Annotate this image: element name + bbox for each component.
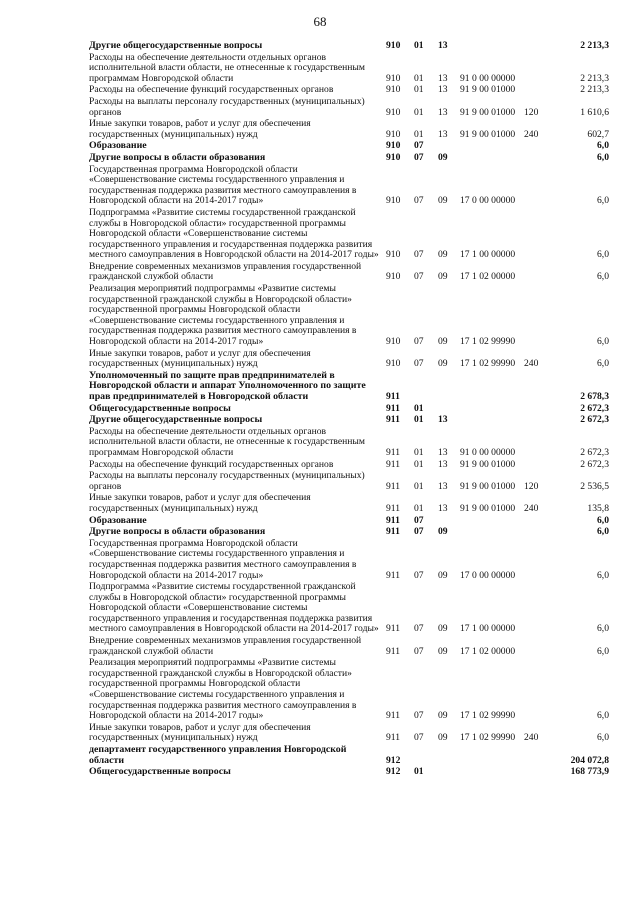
- row-sum: 1 610,6: [580, 106, 609, 118]
- row-ministry-code: 911: [386, 526, 400, 538]
- row-section-code: 01: [414, 480, 424, 492]
- row-subsection-code: 13: [438, 480, 448, 492]
- row-target-article: 91 9 00 01000: [460, 458, 516, 470]
- row-section-code: 07: [414, 140, 424, 152]
- row-target-article: 91 9 00 01000: [460, 84, 516, 96]
- row-expense-type: [524, 85, 548, 97]
- row-section-code: 07: [414, 195, 424, 207]
- table-row: [89, 527, 609, 539]
- row-ministry-code: 910: [386, 249, 401, 261]
- table-row: [89, 745, 609, 767]
- row-expense-type: 240: [524, 732, 539, 744]
- row-expense-type: [524, 165, 548, 208]
- table-row: [89, 539, 609, 582]
- table-row: [89, 371, 609, 404]
- row-target-article: 17 1 02 99990: [460, 336, 516, 348]
- row-subsection-code: 13: [438, 84, 448, 96]
- table-row: [89, 427, 609, 460]
- row-name: Другие общегосударственные вопросы: [89, 414, 263, 426]
- row-expense-type: [524, 527, 548, 539]
- row-subsection-code: 09: [438, 710, 448, 722]
- row-target-article: 91 9 00 01000: [460, 128, 516, 140]
- row-name: Расходы на обеспечение деятельности отдельных органов исполнительной власти области, не отнесенные к государственным программам Новгородской области: [89, 425, 365, 458]
- row-target-article: [460, 527, 524, 539]
- row-name: Расходы на выплаты персоналу государственных (муниципальных) органов: [89, 470, 365, 492]
- row-expense-type: [524, 284, 548, 349]
- page-number: 68: [313, 14, 327, 29]
- row-sum: 2 536,5: [580, 480, 609, 492]
- row-section-code: 07: [414, 732, 424, 744]
- row-expense-type: [524, 153, 548, 165]
- row-expense-type: [524, 539, 548, 582]
- row-name: Внедрение современных механизмов управления государственной гражданской службой области: [89, 260, 362, 283]
- row-subsection-code: 13: [438, 502, 448, 514]
- row-section-code: 01: [414, 402, 424, 414]
- row-subsection-code: 09: [438, 732, 448, 744]
- row-section-code: 07: [414, 710, 424, 722]
- row-name: Расходы на обеспечение функций государственных органов: [89, 458, 334, 470]
- row-name: Реализация мероприятий подпрограммы «Развитие системы государственной гражданской службы в Новгородской области» государственной программы Новгородской области «Совершенствование системы государственного управления и государственная поддержка развития местного самоуправления в Новгородской области на 2014-2017 годы»: [89, 283, 357, 348]
- row-subsection-code: 13: [438, 40, 448, 51]
- row-section-code: 07: [414, 358, 424, 370]
- row-sum: 6,0: [597, 358, 609, 370]
- row-target-article: 17 1 02 00000: [460, 645, 516, 657]
- row-expense-type: [524, 658, 548, 723]
- row-target-article: 17 1 02 00000: [460, 271, 516, 283]
- row-sum: 2 213,3: [580, 72, 609, 84]
- row-ministry-code: 911: [386, 402, 400, 414]
- row-subsection-code: [438, 767, 460, 779]
- row-section-code: 01: [414, 84, 424, 96]
- row-target-article: 17 1 00 00000: [460, 623, 516, 635]
- table-row: [89, 284, 609, 349]
- row-name: Иные закупки товаров, работ и услуг для обеспечения государственных (муниципальных) нужд: [89, 118, 311, 140]
- row-name: Образование: [89, 140, 147, 152]
- row-section-code: 01: [414, 106, 424, 118]
- row-section-code: 01: [414, 446, 424, 458]
- row-name: Уполномоченный по защите прав предпринимателей в Новгородской области и аппарат Уполномоченного по защите прав предпринимателей в Новгородской области: [89, 369, 366, 402]
- row-expense-type: [524, 141, 548, 153]
- row-expense-type: [524, 415, 548, 427]
- row-sum: 602,7: [587, 128, 609, 140]
- table-row: [89, 119, 609, 141]
- row-ministry-code: 910: [386, 195, 401, 207]
- row-sum: 6,0: [597, 336, 609, 348]
- row-ministry-code: 910: [386, 84, 401, 96]
- row-ministry-code: 910: [386, 140, 401, 152]
- row-expense-type: 240: [524, 502, 539, 514]
- table-row: [89, 208, 609, 262]
- row-target-article: 17 1 00 00000: [460, 249, 516, 261]
- row-subsection-code: [438, 745, 460, 767]
- row-target-article: 17 1 02 99990: [460, 358, 516, 370]
- row-sum: 2 213,3: [580, 40, 609, 51]
- row-target-article: 91 9 00 01000: [460, 480, 516, 492]
- row-subsection-code: [438, 371, 460, 404]
- row-section-code: [414, 745, 438, 767]
- row-name: Реализация мероприятий подпрограммы «Развитие системы государственной гражданской службы в Новгородской области» государственной программы Новгородской области «Совершенствование системы государственного управления и государственная поддержка развития местного самоуправления в Новгородской области на 2014-2017 годы»: [89, 657, 357, 722]
- row-section-code: 07: [414, 526, 424, 538]
- row-ministry-code: 910: [386, 336, 401, 348]
- row-subsection-code: 09: [438, 623, 448, 635]
- row-name: Подпрограмма «Развитие системы государственной гражданской службы в Новгородской области» государственной программы Новгородской области «Совершенствование системы государственного управления и государственная поддержка развития местного самоуправления в Новгородской области на 2014-2017 годы»: [89, 581, 379, 635]
- row-name: Другие вопросы в области образования: [89, 526, 266, 538]
- table-row: [89, 153, 609, 165]
- row-section-code: 07: [414, 336, 424, 348]
- row-expense-type: [524, 460, 548, 472]
- row-expense-type: [524, 767, 548, 779]
- row-subsection-code: 09: [438, 526, 448, 538]
- row-subsection-code: 09: [438, 645, 448, 657]
- row-target-article: [460, 415, 524, 427]
- row-expense-type: [524, 427, 548, 460]
- row-name: Другие общегосударственные вопросы: [89, 40, 263, 51]
- row-expense-type: 120: [524, 106, 539, 118]
- row-ministry-code: 911: [386, 446, 401, 458]
- row-ministry-code: 911: [386, 569, 401, 581]
- row-ministry-code: 911: [386, 391, 400, 402]
- table-row: [89, 723, 609, 745]
- row-name: Подпрограмма «Развитие системы государственной гражданской службы в Новгородской области» государственной программы Новгородской области «Совершенствование системы государственного управления и государственная поддержка развития местного самоуправления в Новгородской области на 2014-2017 годы»: [89, 206, 379, 261]
- table-row: [89, 349, 609, 371]
- row-target-article: 17 0 00 00000: [460, 195, 516, 207]
- row-target-article: [460, 153, 524, 165]
- row-section-code: 01: [414, 502, 424, 514]
- table-row: [89, 582, 609, 636]
- row-expense-type: 240: [524, 128, 539, 140]
- row-section-code: 01: [414, 458, 424, 470]
- row-subsection-code: 09: [438, 336, 448, 348]
- row-sum: 6,0: [597, 623, 609, 635]
- row-sum: 135,8: [587, 502, 609, 514]
- row-sum: 6,0: [597, 526, 609, 538]
- budget-table: [89, 41, 609, 779]
- row-ministry-code: 910: [386, 128, 401, 140]
- row-sum: 2 672,3: [580, 446, 609, 458]
- row-subsection-code: 09: [438, 151, 448, 163]
- row-subsection-code: 13: [438, 458, 448, 470]
- row-section-code: 07: [414, 271, 424, 283]
- row-expense-type: [524, 636, 548, 658]
- row-ministry-code: 911: [386, 514, 400, 526]
- row-name: Иные закупки товаров, работ и услуг для обеспечения государственных (муниципальных) нужд: [89, 721, 311, 744]
- row-ministry-code: 911: [386, 480, 401, 492]
- row-expense-type: 240: [524, 358, 539, 370]
- row-expense-type: [524, 516, 548, 528]
- row-section-code: 01: [414, 766, 424, 778]
- row-name: Образование: [89, 514, 147, 526]
- row-subsection-code: 13: [438, 128, 448, 140]
- row-ministry-code: 912: [386, 766, 401, 778]
- row-expense-type: 120: [524, 480, 539, 492]
- row-subsection-code: 13: [438, 106, 448, 118]
- row-sum: 6,0: [597, 195, 609, 207]
- row-sum: 6,0: [597, 514, 609, 526]
- row-sum: 6,0: [597, 140, 609, 152]
- row-section-code: 07: [414, 514, 424, 526]
- row-section-code: 07: [414, 249, 424, 261]
- row-target-article: [460, 41, 524, 53]
- row-target-article: [460, 745, 524, 767]
- row-subsection-code: 09: [438, 271, 448, 283]
- row-expense-type: [524, 582, 548, 636]
- row-ministry-code: 911: [386, 458, 401, 470]
- row-expense-type: [524, 53, 548, 86]
- row-name: Расходы на обеспечение деятельности отдельных органов исполнительной власти области, не отнесенные к государственным программам Новгородской области: [89, 51, 365, 84]
- row-subsection-code: 09: [438, 569, 448, 581]
- row-ministry-code: 910: [386, 106, 401, 118]
- row-ministry-code: 912: [386, 754, 401, 766]
- row-target-article: [460, 516, 524, 528]
- table-row: [89, 636, 609, 658]
- row-section-code: 07: [414, 623, 424, 635]
- row-sum: 2 678,3: [580, 391, 609, 402]
- row-ministry-code: 911: [386, 414, 400, 426]
- row-name: Иные закупки товаров, работ и услуг для обеспечения государственных (муниципальных) нужд: [89, 492, 311, 514]
- budget-table-body: [89, 41, 609, 779]
- row-ministry-code: 911: [386, 502, 401, 514]
- row-subsection-code: 09: [438, 195, 448, 207]
- row-expense-type: [524, 208, 548, 262]
- row-subsection-code: 13: [438, 72, 448, 84]
- row-subsection-code: 09: [438, 249, 448, 261]
- table-row: [89, 262, 609, 284]
- table-row: [89, 767, 609, 779]
- table-row: [89, 493, 609, 515]
- row-section-code: 01: [414, 128, 424, 140]
- row-name: департамент государственного управления Новгородской области: [89, 744, 347, 766]
- row-target-article: 91 0 00 00000: [460, 72, 516, 84]
- row-sum: 6,0: [597, 271, 609, 283]
- row-ministry-code: 910: [386, 151, 401, 163]
- row-expense-type: [524, 371, 548, 404]
- row-subsection-code: 13: [438, 446, 448, 458]
- row-sum: 2 213,3: [580, 84, 609, 96]
- row-target-article: 17 1 02 99990: [460, 710, 516, 722]
- row-sum: 6,0: [597, 710, 609, 722]
- table-row: [89, 41, 609, 53]
- row-name: Общегосударственные вопросы: [89, 766, 231, 778]
- row-section-code: 07: [414, 645, 424, 657]
- table-row: [89, 165, 609, 208]
- row-expense-type: [524, 745, 548, 767]
- row-section-code: 01: [414, 414, 424, 426]
- row-target-article: [460, 141, 524, 153]
- row-ministry-code: 910: [386, 40, 401, 51]
- row-target-article: 91 9 00 01000: [460, 502, 516, 514]
- row-expense-type: [524, 262, 548, 284]
- row-section-code: 01: [414, 72, 424, 84]
- row-name: Государственная программа Новгородской области «Совершенствование системы государственного управления и государственная поддержка развития местного самоуправления в Новгородской области на 2014-2017 годы»: [89, 163, 357, 207]
- row-target-article: 17 0 00 00000: [460, 569, 516, 581]
- row-section-code: 01: [414, 40, 424, 51]
- row-sum: 2 672,3: [580, 458, 609, 470]
- row-name: Внедрение современных механизмов управления государственной гражданской службой области: [89, 635, 362, 657]
- row-section-code: 07: [414, 151, 424, 163]
- row-sum: 6,0: [597, 569, 609, 581]
- row-name: Расходы на выплаты персоналу государственных (муниципальных) органов: [89, 95, 365, 118]
- row-section-code: 07: [414, 569, 424, 581]
- row-expense-type: [524, 404, 548, 416]
- table-row: [89, 97, 609, 119]
- row-target-article: [460, 767, 524, 779]
- row-sum: 168 773,9: [570, 766, 609, 778]
- row-subsection-code: 13: [438, 414, 448, 426]
- row-ministry-code: 910: [386, 271, 401, 283]
- row-subsection-code: 09: [438, 358, 448, 370]
- row-ministry-code: 911: [386, 623, 401, 635]
- row-sum: 2 672,3: [580, 402, 609, 414]
- row-name: Государственная программа Новгородской области «Совершенствование системы государственного управления и государственная поддержка развития местного самоуправления в Новгородской области на 2014-2017 годы»: [89, 537, 357, 581]
- row-ministry-code: 911: [386, 710, 401, 722]
- row-sum: 2 672,3: [580, 414, 609, 426]
- row-expense-type: [524, 41, 548, 53]
- row-target-article: 17 1 02 99990: [460, 732, 516, 744]
- row-target-article: 91 9 00 01000: [460, 106, 516, 118]
- row-ministry-code: 911: [386, 732, 401, 744]
- row-name: Иные закупки товаров, работ и услуг для обеспечения государственных (муниципальных) нужд: [89, 347, 311, 370]
- row-target-article: [460, 371, 524, 404]
- row-name: Другие вопросы в области образования: [89, 151, 266, 163]
- row-ministry-code: 910: [386, 358, 401, 370]
- row-sum: 6,0: [597, 645, 609, 657]
- row-sum: 6,0: [597, 151, 609, 163]
- row-sum: 6,0: [597, 732, 609, 744]
- row-ministry-code: 910: [386, 72, 401, 84]
- row-target-article: 91 0 00 00000: [460, 446, 516, 458]
- table-row: [89, 53, 609, 86]
- row-ministry-code: 911: [386, 645, 401, 657]
- row-target-article: [460, 404, 524, 416]
- row-name: Расходы на обеспечение функций государственных органов: [89, 84, 334, 96]
- table-row: [89, 471, 609, 493]
- row-sum: 204 072,8: [570, 754, 609, 766]
- row-name: Общегосударственные вопросы: [89, 402, 231, 414]
- table-row: [89, 658, 609, 723]
- row-sum: 6,0: [597, 249, 609, 261]
- row-section-code: [414, 371, 438, 404]
